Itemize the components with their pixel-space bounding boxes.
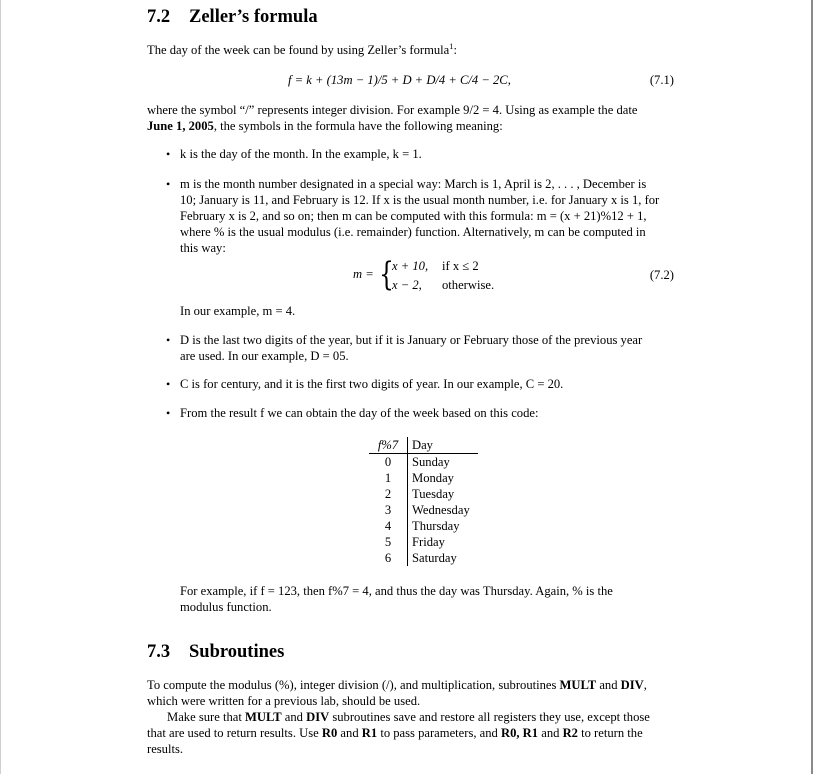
- mult-keyword: MULT: [245, 710, 282, 724]
- section-number: 7.2: [147, 7, 171, 27]
- table-row: [369, 550, 478, 566]
- table-cell: Thursday: [412, 519, 460, 533]
- text-run: subroutines save and restore all registers they use, except those: [329, 710, 650, 724]
- bullet-f: From the result f we can obtain the day of the week based on this code:: [180, 406, 539, 420]
- bullet-m-line: February x is 2, and so on; then m can be computed with this formula: m = (x + 21)%12 + 1,: [180, 209, 647, 223]
- table-row: [369, 518, 478, 534]
- table-cell: 5: [369, 534, 408, 550]
- left-brace: {: [379, 254, 394, 293]
- piecewise-case2-cond: otherwise.: [442, 278, 495, 292]
- equation-number-7-2: (7.2): [649, 268, 674, 282]
- where-paragraph: [147, 102, 675, 134]
- bullet-dot: •: [166, 333, 171, 347]
- example-line: For example, if f = 123, then f%7 = 4, and thus the day was Thursday. Again, % is the: [180, 584, 613, 598]
- text-run: To compute the modulus (%), integer division (/), and multiplication, subroutines: [147, 678, 560, 692]
- text-run: and: [538, 726, 563, 740]
- table-row: [369, 534, 478, 550]
- text-run: and: [337, 726, 362, 740]
- bullet-c: C is for century, and it is the first two digits of year. In our example, C = 20.: [180, 377, 564, 391]
- register-r2: R2: [562, 726, 578, 740]
- section-number: 7.3: [147, 642, 171, 662]
- bullet-k: k is the day of the month. In the example, k = 1.: [180, 147, 422, 161]
- text-run: ,: [643, 678, 647, 692]
- text-run: to return the: [577, 726, 643, 740]
- table-cell: 3: [369, 502, 408, 518]
- mult-keyword: MULT: [559, 678, 597, 692]
- p1-line-2: which were written for a previous lab, should be used.: [147, 694, 421, 708]
- example-date: June 1, 2005: [147, 119, 214, 133]
- p2-line-2: [147, 725, 675, 741]
- example-paragraph: [180, 583, 675, 615]
- p2-line-1: [147, 709, 675, 725]
- table-row: [369, 470, 478, 486]
- table-cell: 0: [369, 454, 408, 471]
- bullet-d: [180, 332, 675, 364]
- intro-colon: :: [453, 43, 458, 57]
- m-example: In our example, m = 4.: [180, 304, 296, 318]
- register-r0: R0: [321, 726, 338, 740]
- section-heading-7-2: [147, 6, 318, 28]
- text-run: and: [281, 710, 307, 724]
- page-left-edge: [0, 0, 1, 774]
- text-run: and: [596, 678, 621, 692]
- bullet-m-line: this way:: [180, 241, 226, 255]
- bullet-m: [180, 176, 675, 256]
- example-line: modulus function.: [180, 600, 272, 614]
- bullet-d-line: are used. In our example, D = 05.: [180, 349, 349, 363]
- section-heading-7-3: [147, 641, 284, 663]
- section-title: Zeller’s formula: [189, 7, 318, 27]
- bullet-dot: •: [166, 377, 171, 391]
- div-keyword: DIV: [620, 678, 644, 692]
- bullet-m-line: m is the month number designated in a special way: March is 1, April is 2, . . . , December is: [180, 177, 647, 191]
- text-run: to pass parameters, and: [377, 726, 501, 740]
- day-code-table: [369, 437, 478, 566]
- bullet-m-line: 10; January is 11, and February is 12. If x is the usual month number, i.e. for January x is 1, for: [180, 193, 660, 207]
- where-line-2-rest: , the symbols in the formula have the following meaning:: [213, 119, 503, 133]
- table-row: [369, 486, 478, 502]
- registers-r0-r1: R0, R1: [500, 726, 539, 740]
- text-run: that are used to return results. Use: [147, 726, 322, 740]
- table-cell: Sunday: [412, 455, 450, 469]
- text-run: Make sure that: [167, 710, 245, 724]
- intro-text: The day of the week can be found by using Zeller’s formula: [147, 43, 450, 57]
- bullet-d-line: D is the last two digits of the year, but if it is January or February those of the previous year: [180, 333, 643, 347]
- table-row: [369, 502, 478, 518]
- p2-line-3: results.: [147, 742, 184, 756]
- section-title: Subroutines: [189, 642, 285, 662]
- register-r1: R1: [361, 726, 378, 740]
- table-cell: Saturday: [412, 551, 457, 565]
- bullet-dot: •: [166, 147, 171, 161]
- table-header-row: [369, 437, 478, 454]
- table-cell: 4: [369, 518, 408, 534]
- div-keyword: DIV: [306, 710, 330, 724]
- subroutines-paragraph-1: [147, 677, 675, 709]
- footnote-marker[interactable]: 1: [449, 40, 454, 51]
- where-line-1: where the symbol “/” represents integer division. For example 9/2 = 4. Using as example the date: [147, 103, 638, 117]
- intro-paragraph: [147, 42, 675, 58]
- table-cell: 6: [369, 550, 408, 566]
- table-row: [369, 454, 478, 471]
- bullet-dot: •: [166, 406, 171, 420]
- zeller-formula: f = k + (13m − 1)/5 + D + D/4 + C/4 − 2C,: [288, 73, 511, 87]
- equation-number-7-1: (7.1): [649, 73, 674, 87]
- piecewise-lhs: m =: [353, 267, 374, 281]
- table-cell: 1: [369, 470, 408, 486]
- where-line-2: [147, 118, 675, 134]
- piecewise-case1-cond: if x ≤ 2: [442, 259, 479, 273]
- p1-line-1: [147, 677, 675, 693]
- table-cell: 2: [369, 486, 408, 502]
- table-cell: Monday: [412, 471, 454, 485]
- table-header-cell: Day: [408, 437, 479, 454]
- bullet-dot: •: [166, 177, 171, 191]
- table-cell: Friday: [412, 535, 445, 549]
- subroutines-paragraph-2: [147, 709, 675, 757]
- bullet-m-line: where % is the usual modulus (i.e. remainder) function. Alternatively, m can be computed in: [180, 225, 646, 239]
- table-cell: Tuesday: [412, 487, 455, 501]
- table-header-cell: f%7: [369, 437, 408, 454]
- piecewise-case2-expr: x − 2,: [392, 278, 422, 292]
- table-cell: Wednesday: [412, 503, 470, 517]
- piecewise-case1-expr: x + 10,: [392, 259, 429, 273]
